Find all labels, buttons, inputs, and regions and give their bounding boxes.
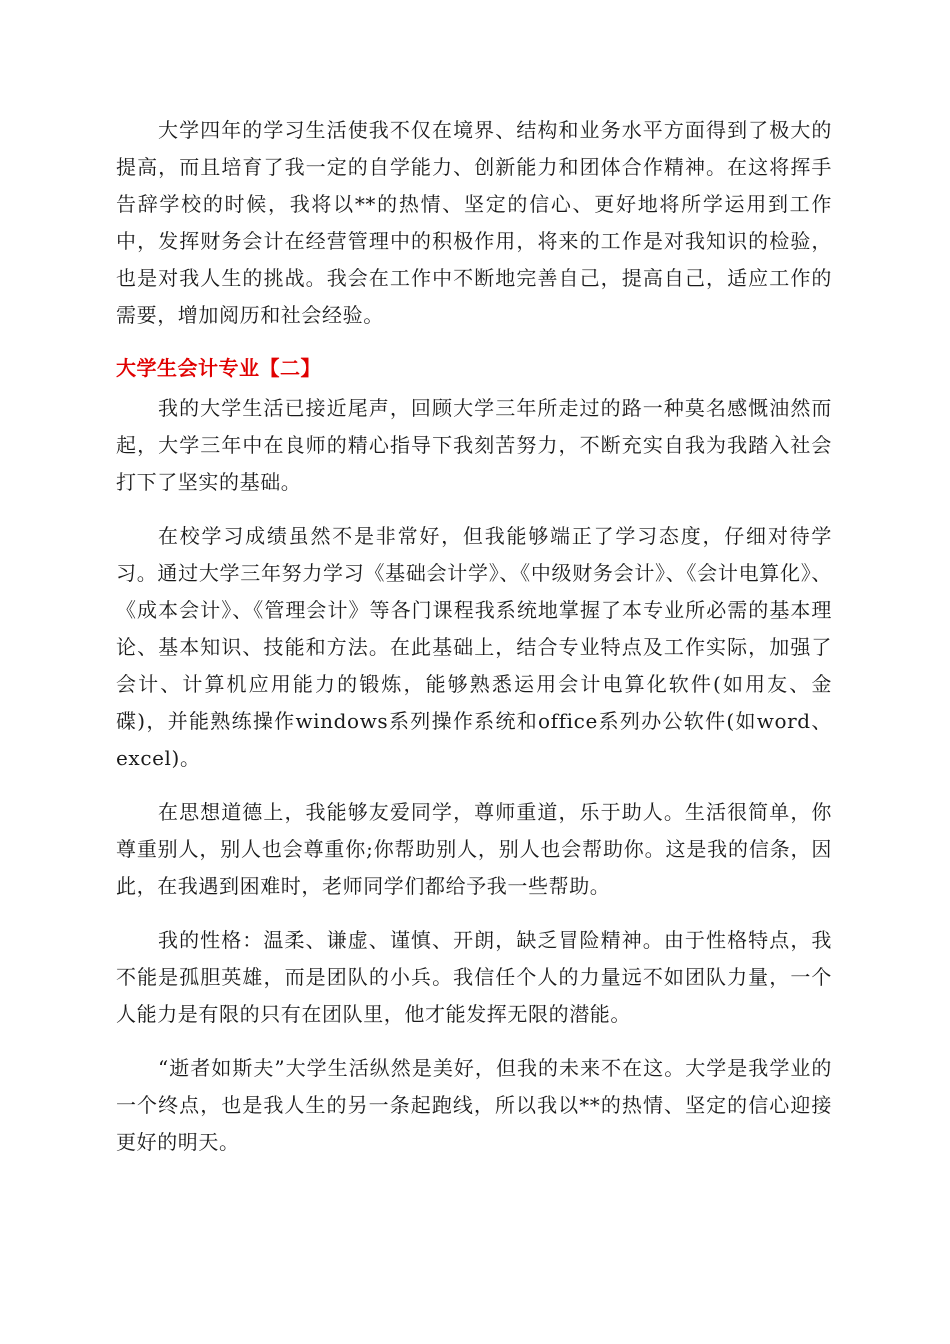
- document-page: [116, 112, 832, 1161]
- paragraph-4: 我的性格：温柔、谦虚、谨慎、开朗，缺乏冒险精神。由于性格特点，我不能是孤胆英雄，而是团队的小兵。我信任个人的力量远不如团队力量，一个人能力是有限的只有在团队里，他才能发挥无限的潜能。: [116, 928, 832, 1026]
- intro-paragraph: 大学四年的学习生活使我不仅在境界、结构和业务水平方面得到了极大的提高，而且培育了我一定的自学能力、创新能力和团体合作精神。在这将挥手告辞学校的时候，我将以**的热情、坚定的信心、更好地将所学运用到工作中，发挥财务会计在经营管理中的积极作用，将来的工作是对我知识的检验，也是对我人生的挑战。我会在工作中不断地完善自己，提高自己，适应工作的需要，增加阅历和社会经验。: [116, 118, 832, 327]
- paragraph-1: 我的大学生活已接近尾声，回顾大学三年所走过的路一种莫名感慨油然而起，大学三年中在良师的精心指导下我刻苦努力，不断充实自我为我踏入社会打下了坚实的基础。: [116, 396, 832, 494]
- paragraph-5: “逝者如斯夫”大学生活纵然是美好，但我的未来不在这。大学是我学业的一个终点，也是我人生的另一条起跑线，所以我以**的热情、坚定的信心迎接更好的明天。: [116, 1056, 832, 1154]
- paragraph-3: 在思想道德上，我能够友爱同学，尊师重道，乐于助人。生活很简单，你尊重别人，别人也会尊重你;你帮助别人，别人也会帮助你。这是我的信条，因此，在我遇到困难时，老师同学们都给予我一些帮助。: [116, 800, 832, 898]
- paragraph-2: 在校学习成绩虽然不是非常好，但我能够端正了学习态度，仔细对待学习。通过大学三年努力学习《基础会计学》、《中级财务会计》、《会计电算化》、《成本会计》、《管理会计》等各门课程我系统地掌握了本专业所必需的基本理论、基本知识、技能和方法。在此基础上，结合专业特点及工作实际，加强了会计、计算机应用能力的锻炼，能够熟悉运用会计电算化软件(如用友、金碟)，并能熟练操作windows系列操作系统和office系列办公软件(如word、excel)。: [116, 524, 832, 770]
- section-heading: 大学生会计专业【二】: [116, 356, 321, 380]
